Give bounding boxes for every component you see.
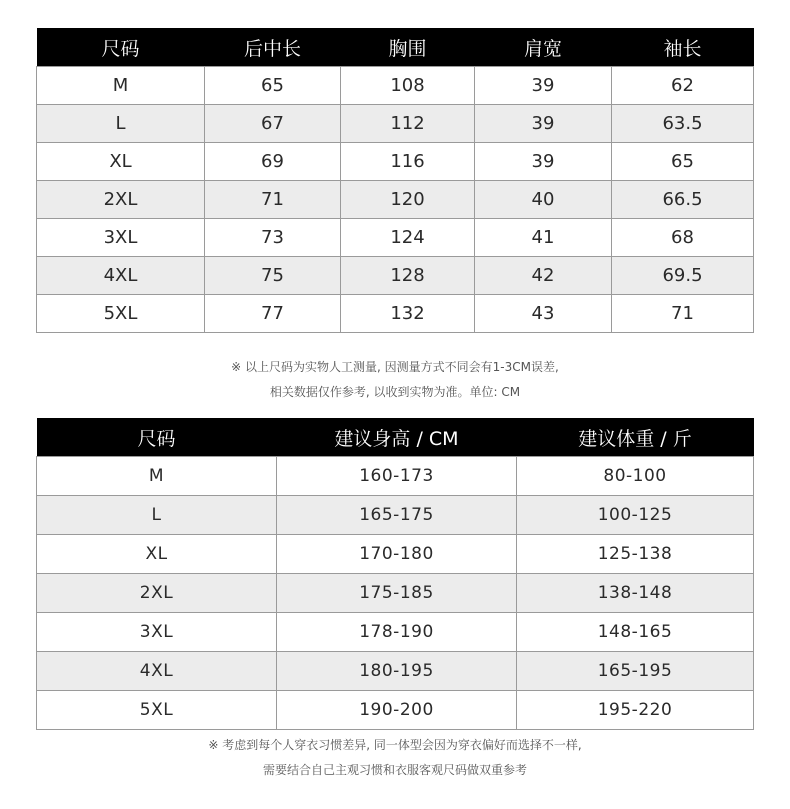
cell: 65 (205, 67, 341, 105)
cell: M (37, 457, 277, 496)
table-row (37, 143, 754, 181)
cell: 112 (341, 105, 475, 143)
table-header-row (37, 28, 754, 67)
cell: 2XL (37, 181, 205, 219)
header-height: 建议身高 / CM (277, 418, 517, 457)
cell: 2XL (37, 574, 277, 613)
cell: 73 (205, 219, 341, 257)
table-row (37, 105, 754, 143)
header-chest: 胸围 (341, 28, 475, 67)
table-row (37, 181, 754, 219)
fit-note-line-1: ※ 考虑到每个人穿衣习惯差异, 同一体型会因为穿衣偏好而选择不一样, (208, 738, 582, 752)
table-row (37, 457, 754, 496)
table-row (37, 535, 754, 574)
header-weight: 建议体重 / 斤 (517, 418, 754, 457)
cell: 5XL (37, 295, 205, 333)
table-row (37, 295, 754, 333)
cell: 62 (612, 67, 754, 105)
table-row (37, 257, 754, 295)
cell: 116 (341, 143, 475, 181)
cell: 69 (205, 143, 341, 181)
cell: 3XL (37, 219, 205, 257)
cell: 3XL (37, 613, 277, 652)
table-row (37, 219, 754, 257)
cell: 4XL (37, 652, 277, 691)
cell: 40 (475, 181, 612, 219)
size-measurement-table (36, 28, 754, 333)
cell: 190-200 (277, 691, 517, 730)
cell: 148-165 (517, 613, 754, 652)
cell: 108 (341, 67, 475, 105)
table-row (37, 496, 754, 535)
table-row (37, 652, 754, 691)
cell: 178-190 (277, 613, 517, 652)
cell: 71 (205, 181, 341, 219)
cell: 63.5 (612, 105, 754, 143)
cell: 165-195 (517, 652, 754, 691)
cell: 39 (475, 105, 612, 143)
header-size: 尺码 (37, 418, 277, 457)
cell: 195-220 (517, 691, 754, 730)
table-row (37, 691, 754, 730)
header-sleeve: 袖长 (612, 28, 754, 67)
cell: M (37, 67, 205, 105)
table-header-row (37, 418, 754, 457)
cell: 165-175 (277, 496, 517, 535)
size-recommendation-table (36, 418, 754, 730)
table-row (37, 574, 754, 613)
table-row (37, 613, 754, 652)
cell: L (37, 105, 205, 143)
header-back-length: 后中长 (205, 28, 341, 67)
cell: 124 (341, 219, 475, 257)
cell: 65 (612, 143, 754, 181)
cell: 39 (475, 143, 612, 181)
fit-note-line-2: 需要结合自己主观习惯和衣服客观尺码做双重参考 (262, 763, 527, 777)
cell: 39 (475, 67, 612, 105)
cell: 125-138 (517, 535, 754, 574)
cell: 128 (341, 257, 475, 295)
cell: 100-125 (517, 496, 754, 535)
cell: 80-100 (517, 457, 754, 496)
measurement-note-line-2: 相关数据仅作参考, 以收到实物为准。单位: CM (269, 385, 521, 399)
cell: 138-148 (517, 574, 754, 613)
cell: 175-185 (277, 574, 517, 613)
cell: 66.5 (612, 181, 754, 219)
cell: 77 (205, 295, 341, 333)
cell: 42 (475, 257, 612, 295)
header-shoulder: 肩宽 (475, 28, 612, 67)
cell: 71 (612, 295, 754, 333)
cell: 5XL (37, 691, 277, 730)
cell: 180-195 (277, 652, 517, 691)
cell: 132 (341, 295, 475, 333)
table-row (37, 67, 754, 105)
cell: 75 (205, 257, 341, 295)
cell: XL (37, 143, 205, 181)
cell: XL (37, 535, 277, 574)
measurement-note-line-1: ※ 以上尺码为实物人工测量, 因测量方式不同会有1-3CM误差, (231, 360, 559, 374)
cell: L (37, 496, 277, 535)
cell: 41 (475, 219, 612, 257)
cell: 160-173 (277, 457, 517, 496)
cell: 43 (475, 295, 612, 333)
cell: 67 (205, 105, 341, 143)
cell: 120 (341, 181, 475, 219)
cell: 4XL (37, 257, 205, 295)
cell: 69.5 (612, 257, 754, 295)
cell: 170-180 (277, 535, 517, 574)
cell: 68 (612, 219, 754, 257)
header-size: 尺码 (37, 28, 205, 67)
